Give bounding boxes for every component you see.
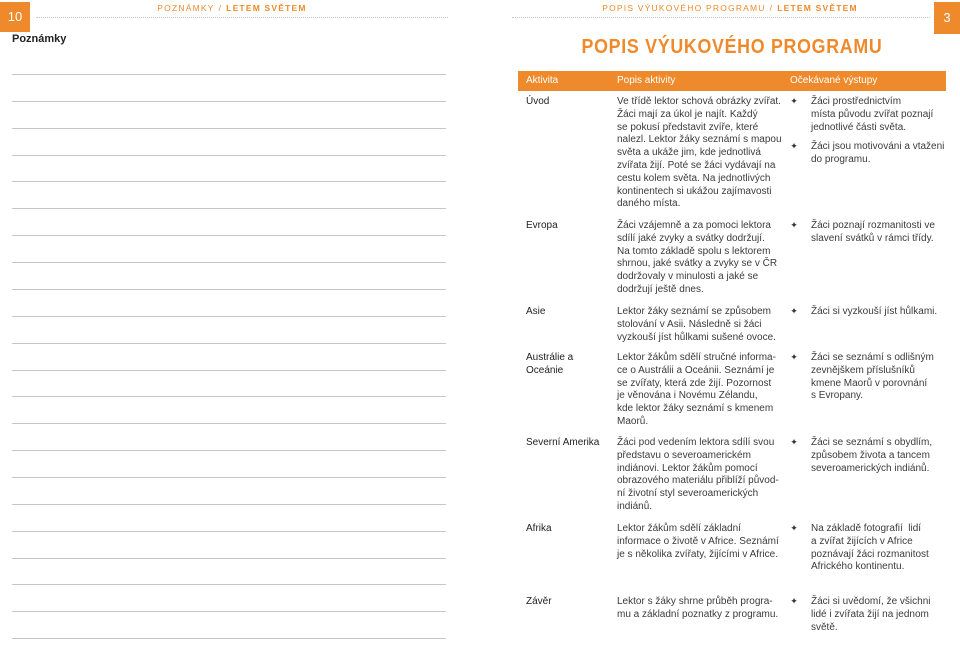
description-line: vyzkouší jíst hůlkami sušené ovoce.	[617, 331, 776, 343]
outcomes-cell	[789, 306, 937, 319]
four-point-star-icon: ✦	[790, 142, 798, 153]
note-line	[12, 208, 446, 209]
outcome-line: kmene Maorů v porovnání	[811, 377, 928, 389]
description-line: Ve třídě lektor schová obrázky zvířat.	[617, 96, 781, 107]
description-line: nalezl. Lektor žáky seznámí s mapou	[617, 134, 782, 146]
running-header-title: LETEM SVĚTEM	[777, 3, 858, 13]
running-header-separator: /	[769, 3, 774, 13]
outcome-line: Žáci poznají rozmanitosti ve	[811, 220, 935, 231]
description-line: kontinentech si ukážou zajímavosti	[617, 185, 772, 197]
outcome-line: poznávají žáci rozmanitost	[811, 548, 929, 560]
activity-name: Afrika	[526, 523, 552, 534]
outcome-line: Žáci si vyzkouší jíst hůlkami.	[811, 306, 938, 317]
description-line: Žáci vzájemně a za pomoci lektora	[617, 220, 771, 231]
four-point-star-icon: ✦	[790, 353, 798, 363]
column-header-activity: Aktivita	[526, 75, 559, 86]
note-line	[12, 477, 446, 478]
activity-name: Severní Amerika	[526, 437, 600, 448]
description-line: se pokusí představit zvíře, které	[617, 121, 759, 133]
running-header-section: POPIS VÝUKOVÉHO PROGRAMU	[602, 3, 766, 13]
outcome-line: způsobem života a tancem	[811, 449, 930, 461]
description-line: daného místa.	[617, 198, 681, 210]
running-header-title: LETEM SVĚTEM	[226, 3, 307, 13]
note-line	[12, 531, 446, 532]
activity-name: Úvod	[526, 96, 550, 107]
note-line	[12, 316, 446, 317]
four-point-star-icon: ✦	[790, 221, 798, 231]
note-line	[12, 343, 446, 344]
activity-cell	[526, 596, 552, 609]
page-number-badge: 3	[934, 2, 960, 34]
description-cell	[617, 96, 782, 211]
outcomes-cell	[789, 523, 929, 574]
note-line	[12, 262, 446, 263]
page-title: POPIS VÝUKOVÉHO PROGRAMU	[581, 36, 883, 58]
description-line: se zvířaty, která zde žijí. Pozornost	[617, 377, 772, 389]
outcome-item	[789, 306, 937, 319]
description-line: informace o životě v Africe. Seznámí	[617, 535, 779, 547]
outcomes-cell	[789, 96, 944, 167]
outcome-line: do programu.	[811, 154, 871, 166]
description-cell	[617, 437, 779, 514]
note-line	[12, 423, 446, 424]
activity-cell	[526, 96, 549, 109]
notes-title: Poznámky	[12, 33, 67, 45]
note-line	[12, 396, 446, 397]
description-line: zvířata žijí. Poté se žáci vydávají na	[617, 159, 776, 171]
activity-cell	[526, 306, 545, 319]
four-point-star-icon: ✦	[790, 597, 798, 607]
description-line: představu o severoamerickém	[617, 449, 751, 461]
header-dotted-rule	[512, 17, 930, 18]
page-number-badge: 10	[0, 2, 30, 32]
outcomes-cell	[789, 437, 932, 475]
description-cell	[617, 596, 778, 622]
note-line	[12, 504, 446, 505]
note-line	[12, 450, 446, 451]
note-line	[12, 584, 446, 585]
activity-cell	[526, 220, 558, 233]
outcome-line: Žáci se seznámí s obydlím,	[811, 437, 933, 448]
outcome-line: zevnějškem příslušníků	[811, 364, 915, 376]
description-line: sdílí jaké zvyky a svátky dodržují.	[617, 232, 765, 244]
outcome-item	[789, 220, 935, 246]
description-line: je věnována i Novému Zélandu,	[617, 390, 758, 402]
outcome-line: a zvířat žijících v Africe	[811, 535, 913, 547]
outcome-line: slavení svátků v rámci třídy.	[811, 232, 934, 244]
running-header	[480, 3, 960, 14]
note-line	[12, 611, 446, 612]
activity-cell	[526, 523, 552, 536]
description-line: Lektor žákům sdělí stručné informa-	[617, 352, 776, 363]
activity-name: Závěr	[526, 596, 552, 607]
outcome-line: lidé i zvířata žijí na jednom	[811, 608, 929, 620]
note-line	[12, 289, 446, 290]
description-line: Na tomto základě spolu s lektorem	[617, 245, 771, 257]
note-line	[12, 128, 446, 129]
note-line	[12, 155, 446, 156]
outcome-line: Žáci jsou motivováni a vtaženi	[811, 141, 945, 153]
description-cell	[617, 352, 776, 429]
activity-cell	[526, 437, 599, 450]
description-line: ce o Austrálii a Oceánii. Seznámí je	[617, 364, 775, 376]
header-dotted-rule	[36, 17, 448, 18]
note-line	[12, 370, 446, 371]
description-line: je s několika zvířaty, žijícími v Africe.	[617, 548, 778, 560]
four-point-star-icon: ✦	[790, 97, 798, 107]
outcome-line: severoamerických indiánů.	[811, 462, 930, 474]
outcome-line: Žáci prostřednictvím	[811, 96, 902, 107]
activity-name: Asie	[526, 306, 546, 317]
activity-name: Evropa	[526, 220, 558, 231]
outcome-item	[789, 523, 929, 574]
description-cell	[617, 306, 776, 344]
description-line: dodržovaly v minulosti a jaké se	[617, 271, 759, 283]
outcomes-cell	[789, 220, 935, 246]
outcome-line: s Evropany.	[811, 390, 864, 402]
note-line	[12, 101, 446, 102]
outcome-item	[789, 352, 934, 403]
activity-name: Oceánie	[526, 364, 564, 376]
note-line	[12, 235, 446, 236]
outcome-line: Žáci se seznámí s odlišným	[811, 352, 934, 363]
outcome-item	[789, 596, 931, 634]
right-page	[480, 0, 960, 664]
description-cell	[617, 220, 777, 297]
note-line	[12, 638, 446, 639]
outcome-line: Afrického kontinentu.	[811, 561, 905, 573]
table-header	[518, 71, 946, 91]
description-line: mu a základní poznatky z programu.	[617, 608, 779, 620]
description-line: Lektor žáky seznámí se způsobem	[617, 306, 771, 317]
description-cell	[617, 523, 779, 561]
description-line: Maorů.	[617, 415, 649, 427]
description-line: stolování v Asii. Následně si žáci	[617, 318, 762, 330]
column-header-description: Popis aktivity	[617, 75, 676, 86]
description-line: cestu kolem světa. Na jednotlivých	[617, 172, 771, 184]
description-line: Lektor s žáky shrne průběh progra-	[617, 596, 773, 607]
outcome-line: Žáci si uvědomí, že všichni	[811, 596, 931, 607]
outcomes-cell	[789, 352, 934, 403]
description-line: dodržují ještě dnes.	[617, 283, 704, 295]
activity-name: Austrálie a	[526, 352, 574, 363]
outcome-item	[789, 141, 944, 167]
note-line	[12, 181, 446, 182]
outcome-item	[789, 437, 932, 475]
outcome-line: světě.	[811, 621, 838, 633]
description-line: Lektor žákům sdělí základní	[617, 523, 741, 534]
description-line: Žáci pod vedením lektora sdílí svou	[617, 437, 775, 448]
column-header-outcomes: Očekávané výstupy	[790, 75, 878, 86]
running-header-separator: /	[218, 3, 223, 13]
note-line	[12, 74, 446, 75]
outcome-line: Na základě fotografií lidí	[811, 523, 922, 534]
four-point-star-icon: ✦	[790, 524, 798, 534]
running-header-section: POZNÁMKY	[157, 3, 215, 13]
description-line: ní životní styl severoamerických	[617, 488, 759, 500]
activity-cell	[526, 352, 573, 378]
four-point-star-icon: ✦	[790, 438, 798, 448]
description-line: indiánovi. Lektor žákům pomocí	[617, 462, 758, 474]
description-line: obrazového materiálu přiblíží původ-	[617, 475, 779, 487]
description-line: Žáci mají za úkol je najít. Každý	[617, 108, 758, 120]
outcomes-cell	[789, 596, 931, 634]
outcome-line: místa původu zvířat poznají	[811, 108, 934, 120]
note-line	[12, 558, 446, 559]
description-line: shrnou, jaké svátky a zvyky se v ČR	[617, 258, 778, 270]
description-line: kde lektor žáky seznámí s kmenem	[617, 403, 774, 415]
outcome-item	[789, 96, 944, 134]
outcome-line: jednotlivé části světa.	[811, 121, 907, 133]
description-line: světa a ukáže jim, kde jednotlivá	[617, 147, 761, 159]
four-point-star-icon: ✦	[790, 307, 798, 317]
description-line: indiánů.	[617, 500, 653, 512]
running-header	[0, 3, 464, 14]
